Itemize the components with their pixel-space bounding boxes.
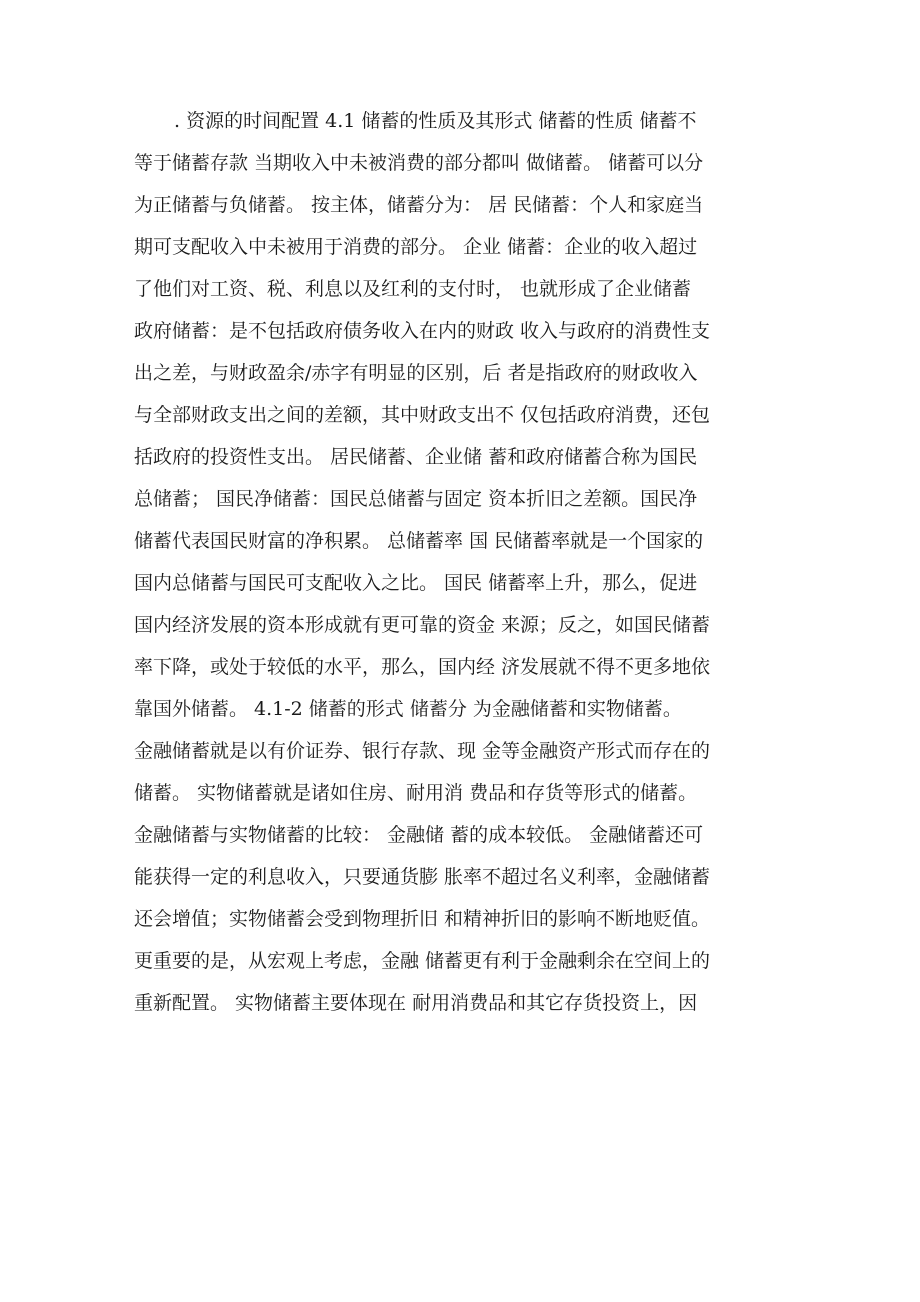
text-line: 出之差，与财政盈余/赤字有明显的区别，后 者是指政府的财政收入 <box>134 362 698 384</box>
text-line: 括政府的投资性支出。 居民储蓄、企业储 蓄和政府储蓄合称为国民 <box>134 446 698 468</box>
text-line: 储蓄。 实物储蓄就是诸如住房、耐用消 费品和存货等形式的储蓄。 <box>134 782 698 804</box>
text-line: 国内总储蓄与国民可支配收入之比。 国民 储蓄率上升，那么，促进 <box>134 572 698 594</box>
text-line: 还会增值；实物储蓄会受到物理折旧 和精神折旧的影响不断地贬值。 <box>134 908 711 930</box>
text-line: 金融储蓄就是以有价证券、银行存款、现 金等金融资产形式而存在的 <box>134 740 711 762</box>
text-line: 政府储蓄：是不包括政府债务收入在内的财政 收入与政府的消费性支 <box>134 320 711 342</box>
text-line: 重新配置。 实物储蓄主要体现在 耐用消费品和其它存货投资上，因 <box>134 992 698 1014</box>
text-line: 了他们对工资、税、利息以及红利的支付时， 也就形成了企业储蓄 <box>134 278 692 300</box>
text-line: 能获得一定的利息收入，只要通货膨 胀率不超过名义利率，金融储蓄 <box>134 866 711 888</box>
text-line: 更重要的是，从宏观上考虑，金融 储蓄更有利于金融剩余在空间上的 <box>134 950 711 972</box>
body-text <box>134 100 810 1024</box>
text-line: 总储蓄； 国民净储蓄：国民总储蓄与固定 资本折旧之差额。国民净 <box>134 488 698 510</box>
text-line: 率下降，或处于较低的水平，那么，国内经 济发展就不得不更多地依 <box>134 656 711 678</box>
text-line: 金融储蓄与实物储蓄的比较： 金融储 蓄的成本较低。 金融储蓄还可 <box>134 824 704 846</box>
text-line: 靠国外储蓄。 4.1-2 储蓄的形式 储蓄分 为金融储蓄和实物储蓄。 <box>134 698 682 720</box>
text-line: 储蓄代表国民财富的净积累。 总储蓄率 国 民储蓄率就是一个国家的 <box>134 530 704 552</box>
text-line: 期可支配收入中未被用于消费的部分。 企业 储蓄：企业的收入超过 <box>134 236 698 258</box>
text-line: 为正储蓄与负储蓄。 按主体，储蓄分为： 居 民储蓄：个人和家庭当 <box>134 194 704 216</box>
text-line: 国内经济发展的资本形成就有更可靠的资金 来源；反之，如国民储蓄 <box>134 614 711 636</box>
text-line: 与全部财政支出之间的差额，其中财政支出不 仅包括政府消费，还包 <box>134 404 711 426</box>
text-line: . 资源的时间配置 4.1 储蓄的性质及其形式 储蓄的性质 储蓄不 <box>174 110 697 132</box>
text-line: 等于储蓄存款 当期收入中未被消费的部分都叫 做储蓄。 储蓄可以分 <box>134 152 704 174</box>
